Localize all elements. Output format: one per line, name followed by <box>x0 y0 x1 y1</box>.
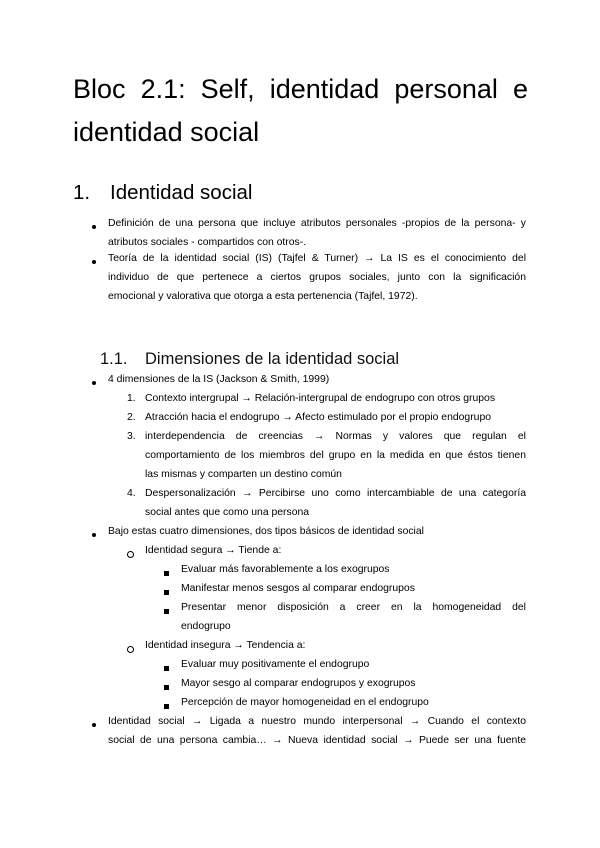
document-title: Bloc 2.1: Self, identidad personal e identidad social <box>73 74 528 147</box>
bullet-dos-tipos: Bajo estas cuatro dimensiones, dos tipos básicos de identidad social <box>108 526 424 537</box>
bullet-square <box>164 704 169 709</box>
bullet-teoria-line-1: Teoría de la identidad social (IS) (Tajfel & Turner) → La IS es el conocimiento del <box>108 253 526 264</box>
segura-item-3-line-2: endogrupo <box>181 621 231 632</box>
bullet-circle <box>127 646 134 653</box>
section-number: 1. <box>73 181 91 204</box>
identidad-insegura-label: Identidad insegura → Tendencia a: <box>145 640 306 651</box>
insegura-item-1: Evaluar muy positivamente el endogrupo <box>181 659 370 670</box>
insegura-item-2: Mayor sesgo al comparar endogrupos y exogrupos <box>181 678 416 689</box>
subsection-heading-dimensiones <box>100 346 399 372</box>
bullet-circle <box>127 551 134 558</box>
list-number: 1. <box>127 393 136 404</box>
dimension-1-line-1: Contexto intergrupal → Relación-intergrupal de endogrupo con otros grupos <box>145 393 496 404</box>
bullet-4-dimensiones: 4 dimensiones de la IS (Jackson & Smith, 1999) <box>108 374 330 385</box>
bullet-identidad-social-line-2: social de una persona cambia… → Nueva identidad social → Puede ser una fuente <box>108 735 526 746</box>
list-number: 2. <box>127 412 136 423</box>
bullet-definicion-line-1: Definición de una persona que incluye atributos personales -propios de la persona- y <box>108 218 526 229</box>
dimension-3-line-2: comportamiento de los miembros del grupo en la medida en que éstos tienen <box>145 450 526 461</box>
list-number: 4. <box>127 488 136 499</box>
bullet-dot <box>92 723 96 727</box>
insegura-item-3: Percepción de mayor homogeneidad en el endogrupo <box>181 697 429 708</box>
bullet-square <box>164 609 169 614</box>
section-heading-identidad-social <box>73 178 252 208</box>
bullet-square <box>164 685 169 690</box>
bullet-teoria-line-2: individuo de que pertenece a ciertos grupos sociales, junto con la significación <box>108 272 526 283</box>
subsection-title: Dimensiones de la identidad social <box>145 350 400 368</box>
bullet-identidad-social-line-1: Identidad social → Ligada a nuestro mundo interpersonal → Cuando el contexto <box>108 716 526 727</box>
segura-item-2: Manifestar menos sesgos al comparar endogrupos <box>181 583 415 594</box>
dimension-2-line-1: Atracción hacia el endogrupo → Afecto estimulado por el propio endogrupo <box>145 412 492 423</box>
bullet-dot <box>92 260 96 264</box>
segura-item-1: Evaluar más favorablemente a los exogrupos <box>181 564 390 575</box>
dimension-4-line-2: social antes que como una persona <box>145 507 310 518</box>
bullet-dot <box>92 533 96 537</box>
bullet-square <box>164 666 169 671</box>
bullet-square <box>164 571 169 576</box>
segura-item-3-line-1: Presentar menor disposición a creer en la homogeneidad del <box>181 602 526 613</box>
subsection-number: 1.1. <box>100 350 128 368</box>
bullet-dot <box>92 225 96 229</box>
dimension-4-line-1: Despersonalización → Percibirse uno como intercambiable de una categoría <box>145 488 526 499</box>
bullet-dot <box>92 381 96 385</box>
dimension-3-line-1: interdependencia de creencias → Normas y valores que regulan el <box>145 431 526 442</box>
section-title: Identidad social <box>110 181 253 204</box>
dimension-3-line-3: las mismas y comparten un destino común <box>145 469 342 480</box>
bullet-definicion-line-2: atributos sociales - compartidos con otros-. <box>108 237 307 248</box>
bullet-square <box>164 590 169 595</box>
list-number: 3. <box>127 431 136 442</box>
bullet-teoria-line-3: emocional y valorativa que otorga a esta pertenencia (Tajfel, 1972). <box>108 291 418 302</box>
identidad-segura-label: Identidad segura → Tiende a: <box>145 545 282 556</box>
